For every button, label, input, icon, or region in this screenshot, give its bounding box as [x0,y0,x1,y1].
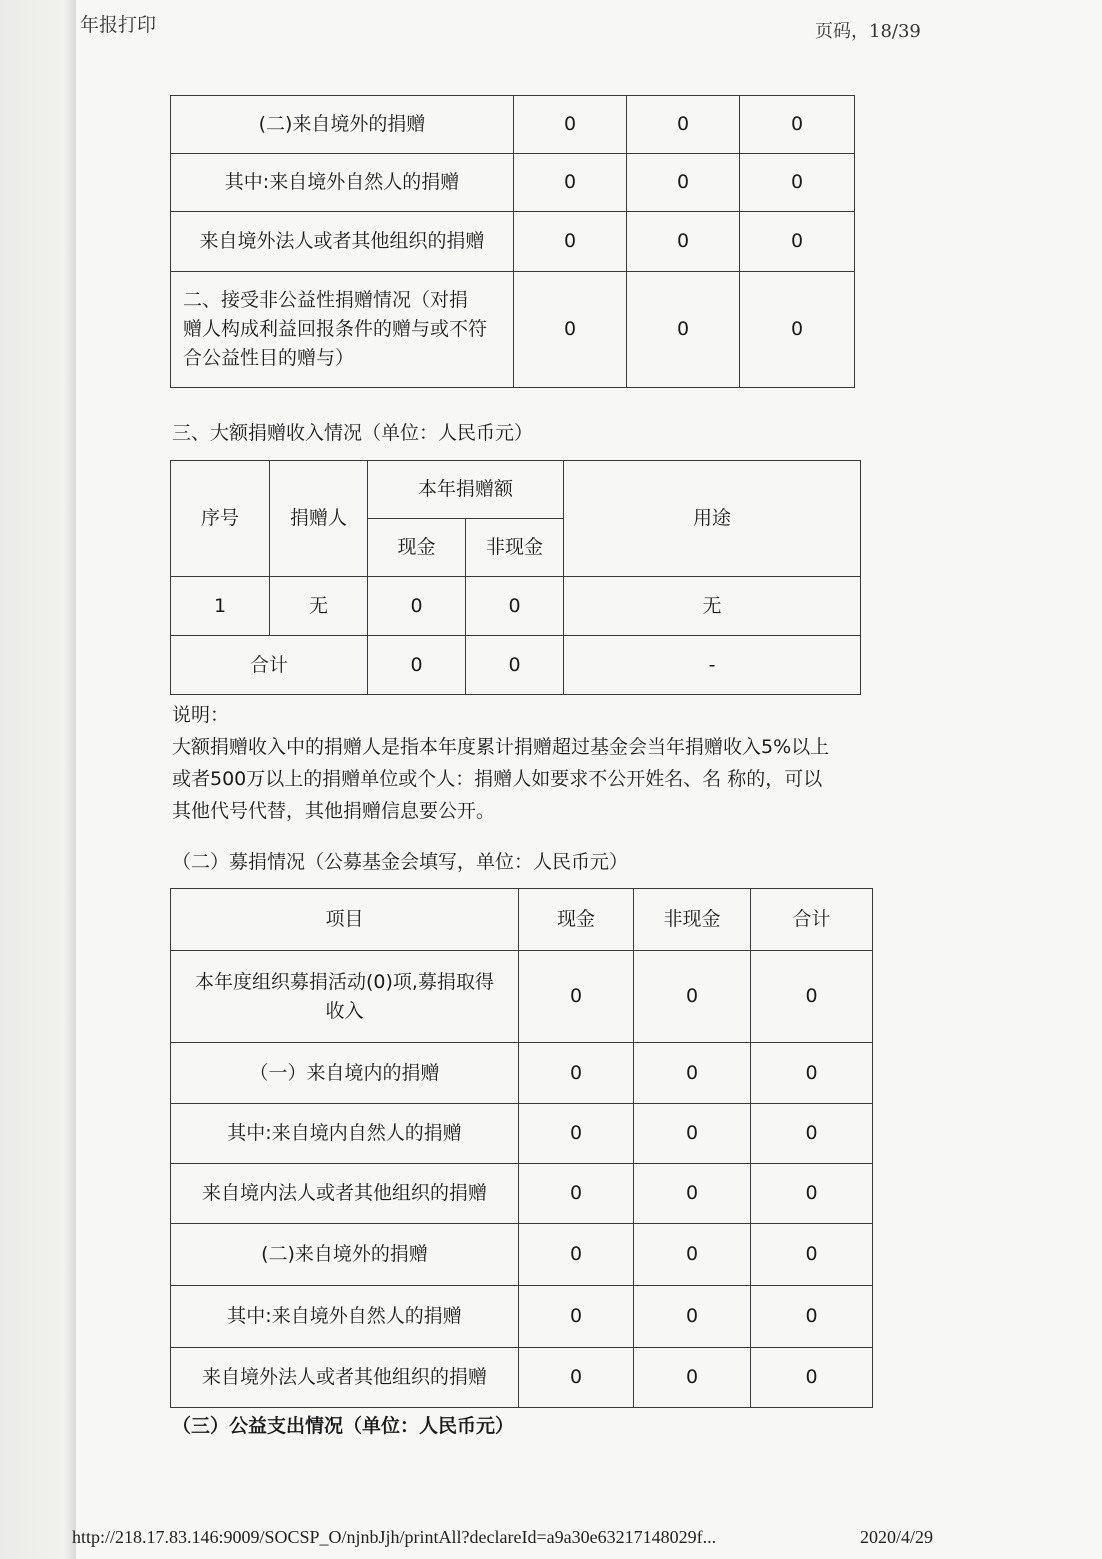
table-row [171,1104,873,1164]
table-large-donations [170,460,861,695]
header-purpose: 用途 [564,461,861,577]
table-row [171,1043,873,1104]
donor-cell: 无 [270,577,368,636]
noncash-cell: 0 [634,1348,751,1408]
total-cell: 0 [740,154,855,212]
cash-cell: 0 [519,951,634,1043]
table-row [171,951,873,1043]
header-noncash: 非现金 [634,889,751,951]
row-label: 其中:来自境外自然人的捐赠 [171,154,514,212]
cash-cell: 0 [519,1043,634,1104]
noncash-cell: 0 [627,272,740,388]
header-cash: 现金 [519,889,634,951]
noncash-cell: 0 [466,577,564,636]
header-title: 年报打印 [80,14,157,36]
row-label: （一）来自境内的捐赠 [171,1043,519,1104]
cash-cell: 0 [514,272,627,388]
purpose-cell: - [564,636,861,695]
note [172,699,829,827]
noncash-cell: 0 [634,1164,751,1224]
scan-edge [0,0,76,1559]
cash-cell: 0 [519,1164,634,1224]
footer-date: 2020/4/29 [860,1527,934,1547]
cash-cell: 0 [514,154,627,212]
noncash-cell: 0 [634,1104,751,1164]
noncash-cell: 0 [627,96,740,154]
page-number: 页码，18/39 [815,21,921,42]
row-label: 其中:来自境内自然人的捐赠 [171,1104,519,1164]
header-donor: 捐赠人 [270,461,368,577]
total-label: 合计 [171,636,368,695]
noncash-cell: 0 [466,636,564,695]
table-header-row [171,889,873,951]
table-fundraising [170,888,873,1408]
total-cell: 0 [751,1164,873,1224]
row-label-line: 合公益性目的赠与） [183,347,355,369]
table-row [171,272,855,388]
note-line: 大额捐赠收入中的捐赠人是指本年度累计捐赠超过基金会当年捐赠收入5%以上 [172,736,830,758]
row-label-line: 本年度组织募捐活动(0)项,募捐取得 [195,970,494,993]
row-label: (二)来自境外的捐赠 [171,1224,519,1286]
footer [72,1527,934,1548]
total-cell: 0 [751,1348,873,1408]
total-cell: 0 [740,272,855,388]
table-row [171,154,855,212]
row-label: (二)来自境外的捐赠 [171,96,514,154]
section-title-large-donations: 三、大额捐赠收入情况（单位：人民币元） [172,422,534,444]
total-cell: 0 [751,1224,873,1286]
seq-cell: 1 [171,577,270,636]
header-noncash: 非现金 [466,519,564,577]
table-foreign-donations [170,95,855,388]
cash-cell: 0 [519,1104,634,1164]
table-row [171,1164,873,1224]
note-line: 其他代号代替，其他捐赠信息要公开。 [172,800,496,822]
header-amount: 本年捐赠额 [368,461,564,519]
note-line: 或者500万以上的捐赠单位或个人：捐赠人如要求不公开姓名、名 称的，可以 [172,768,823,790]
row-label: 其中:来自境外自然人的捐赠 [171,1286,519,1348]
cash-cell: 0 [368,636,466,695]
row-label [171,951,519,1043]
noncash-cell: 0 [634,1043,751,1104]
row-label-line: 二、接受非公益性捐赠情况（对捐 [183,289,469,311]
row-label-line: 收入 [325,999,364,1022]
row-label [171,272,514,388]
noncash-cell: 0 [634,1224,751,1286]
table-total-row [171,636,861,695]
noncash-cell: 0 [634,951,751,1043]
total-cell: 0 [751,1104,873,1164]
footer-url: http://218.17.83.146:9009/SOCSP_O/njnbJjh/printAll?declareId=a9a30e63217148029f... [72,1527,717,1547]
table-header-row [171,461,861,519]
cash-cell: 0 [514,96,627,154]
cash-cell: 0 [368,577,466,636]
table-row [171,1348,873,1408]
table-row [171,1286,873,1348]
cash-cell: 0 [519,1224,634,1286]
header-total: 合计 [751,889,873,951]
cash-cell: 0 [514,212,627,272]
header-seq: 序号 [171,461,270,577]
row-label: 来自境外法人或者其他组织的捐赠 [171,212,514,272]
table-row [171,96,855,154]
total-cell: 0 [740,96,855,154]
row-label: 来自境外法人或者其他组织的捐赠 [171,1348,519,1408]
row-label-line: 赠人构成利益回报条件的赠与或不符 [183,318,488,340]
cash-cell: 0 [519,1286,634,1348]
row-label: 来自境内法人或者其他组织的捐赠 [171,1164,519,1224]
noncash-cell: 0 [627,154,740,212]
total-cell: 0 [751,1286,873,1348]
noncash-cell: 0 [634,1286,751,1348]
total-cell: 0 [751,1043,873,1104]
table-row [171,212,855,272]
table-row [171,1224,873,1286]
section-title-expense: （三）公益支出情况（单位：人民币元） [172,1415,515,1437]
noncash-cell: 0 [627,212,740,272]
purpose-cell: 无 [564,577,861,636]
note-title: 说明： [172,704,230,726]
header-item: 项目 [171,889,519,951]
cash-cell: 0 [519,1348,634,1408]
total-cell: 0 [751,951,873,1043]
table-row [171,577,861,636]
total-cell: 0 [740,212,855,272]
header-cash: 现金 [368,519,466,577]
section-title-fundraising: （二）募捐情况（公募基金会填写，单位：人民币元） [172,851,629,873]
